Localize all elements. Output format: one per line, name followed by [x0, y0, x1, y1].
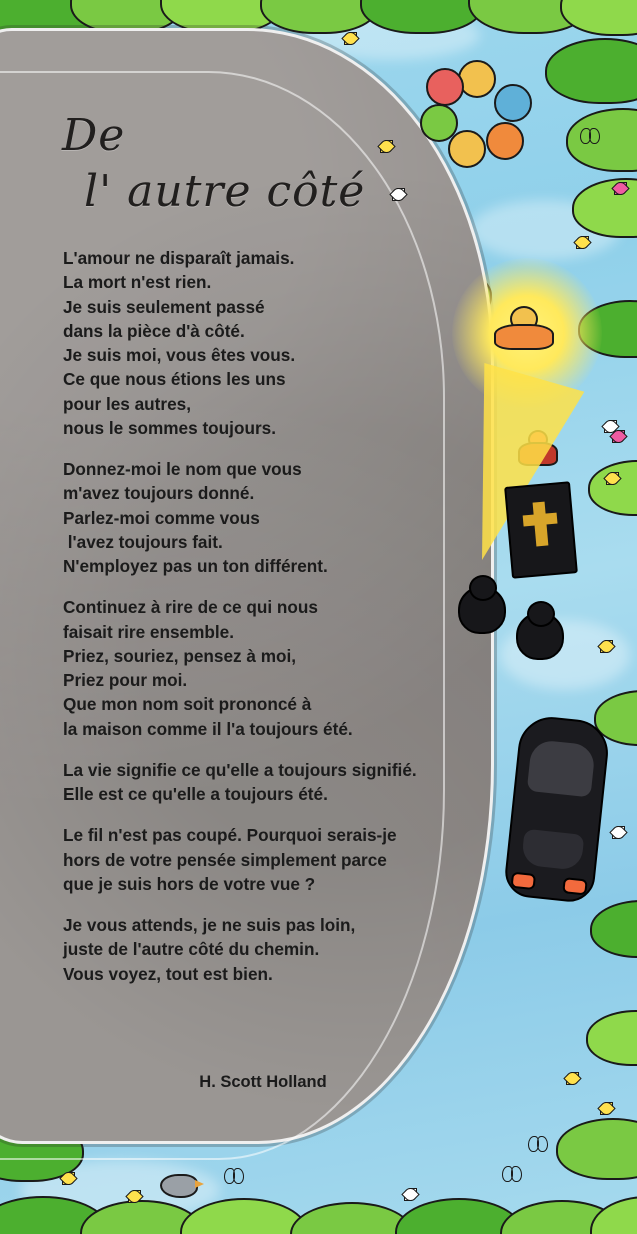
- poem-line: Je suis seulement passé: [63, 296, 265, 317]
- poem-line: pour les autres,: [63, 393, 191, 414]
- poem-line: hors de votre pensée simplement parce: [63, 849, 387, 870]
- stanza: [63, 595, 533, 741]
- poem-line: m'avez toujours donné.: [63, 483, 255, 504]
- poem-line: l'avez toujours fait.: [63, 531, 223, 552]
- poem-line: La mort n'est rien.: [63, 272, 212, 293]
- poem-line: Continuez à rire de ce qui nous: [63, 597, 318, 618]
- poem-line: la maison comme il l'a toujours été.: [63, 718, 353, 739]
- poem-body: [63, 246, 533, 1003]
- poem-line: Je vous attends, je ne suis pas loin,: [63, 915, 356, 935]
- page-title: [62, 108, 482, 221]
- poem-line: dans la pièce d'à côté.: [63, 320, 245, 341]
- author-credit: H. Scott Holland: [199, 1073, 327, 1091]
- poem-line: Donnez-moi le nom que vous: [63, 459, 302, 479]
- poem-line: La vie signifie ce qu'elle a toujours signifié.: [63, 759, 417, 780]
- poem-line: N'employez pas un ton différent.: [63, 556, 328, 576]
- poem-line: Vous voyez, tout est bien.: [63, 963, 273, 984]
- poem-line: que je suis hors de votre vue ?: [63, 873, 316, 894]
- stanza: [63, 823, 533, 896]
- poem-line: Le fil n'est pas coupé. Pourquoi serais-je: [63, 825, 397, 846]
- poem-line: juste de l'autre côté du chemin.: [63, 939, 320, 960]
- title-line-2: l' autre côté: [84, 166, 366, 218]
- poem-line: Priez, souriez, pensez à moi,: [63, 645, 297, 666]
- poem-line: L'amour ne disparaît jamais.: [63, 248, 295, 268]
- poem-line: Ce que nous étions les uns: [63, 369, 286, 390]
- stanza: [63, 246, 533, 440]
- poem-line: Que mon nom soit prononcé à: [63, 694, 312, 715]
- stanza: [63, 457, 533, 578]
- stanza: [63, 913, 533, 986]
- poem-line: faisait rire ensemble.: [63, 621, 235, 642]
- poem-line: Je suis moi, vous êtes vous.: [63, 345, 296, 365]
- poem-line: Parlez-moi comme vous: [63, 507, 260, 528]
- stanza: [63, 758, 533, 807]
- poem-line: Priez pour moi.: [63, 670, 188, 690]
- poem-line: nous le sommes toujours.: [63, 417, 276, 438]
- poem-line: Elle est ce qu'elle a toujours été.: [63, 784, 328, 804]
- title-line-1: De: [62, 110, 126, 161]
